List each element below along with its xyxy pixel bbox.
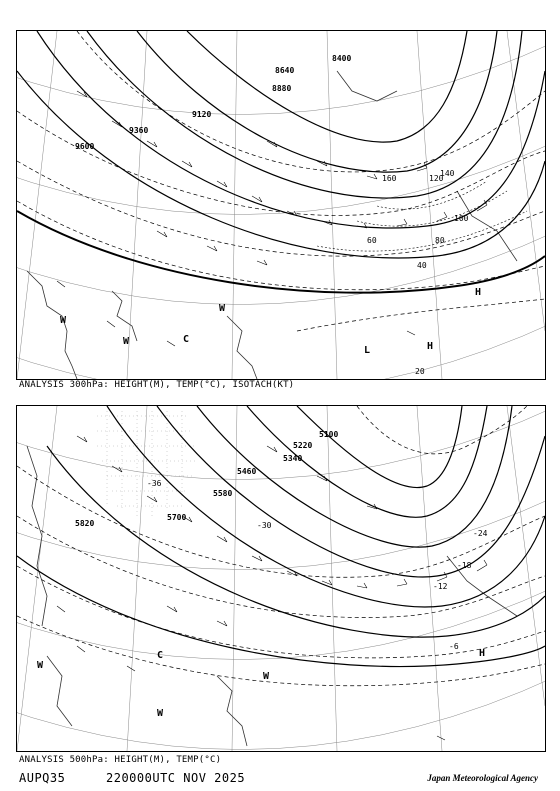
cold-shading (97, 411, 197, 516)
isotachs (317, 181, 527, 251)
cold-center: C (183, 334, 190, 345)
isotach-label: 20 (415, 367, 425, 376)
isotach-label: 120 (429, 174, 444, 183)
temp-label: -18 (457, 561, 472, 570)
temp-label: -36 (147, 479, 162, 488)
height-label: 5700 (167, 513, 187, 522)
warm-center: W (219, 303, 226, 314)
warm-center: W (157, 708, 164, 719)
map-300hpa (16, 30, 546, 380)
height-label: 9120 (192, 110, 212, 119)
high-center: H (475, 287, 482, 298)
pressure-center-group (37, 648, 485, 719)
height-label: 8640 (275, 66, 295, 75)
isotherms (17, 406, 545, 686)
warm-center: W (263, 671, 270, 682)
isotach-label: 100 (454, 214, 469, 223)
isotach-label: 80 (435, 236, 445, 245)
chart-code: AUPQ35 (19, 771, 66, 785)
height-label: 8400 (332, 54, 352, 63)
height-label: 5100 (319, 430, 339, 439)
height-label: 5580 (213, 489, 233, 498)
caption-500hpa: ANALYSIS 500hPa: HEIGHT(M), TEMP(°C) (19, 755, 222, 765)
height-label-group (75, 54, 351, 151)
height-label: 8880 (272, 84, 292, 93)
agency-name: Japan Meteorological Agency (427, 773, 538, 783)
height-label-group (75, 430, 338, 528)
pressure-center-group (60, 287, 481, 356)
cold-center: C (157, 650, 164, 661)
temp-label: -24 (473, 529, 488, 538)
isotach-label: 60 (367, 236, 377, 245)
caption-300hpa: ANALYSIS 300hPa: HEIGHT(M), TEMP(°C), ISOTACH(KT) (19, 380, 295, 390)
warm-center: W (60, 315, 67, 326)
isotach-label: 40 (417, 261, 427, 270)
high-center: H (427, 341, 434, 352)
temp-label: -6 (449, 642, 459, 651)
isotach-label: 140 (440, 169, 455, 178)
height-label: 9360 (129, 126, 149, 135)
graticule (17, 406, 545, 751)
map-500hpa (16, 405, 546, 752)
high-center: H (479, 648, 486, 659)
coastline (27, 446, 517, 746)
map-500hpa-canvas (17, 406, 545, 751)
height-label: 5220 (293, 441, 313, 450)
isotach-label: 160 (382, 174, 397, 183)
warm-center: W (123, 336, 130, 347)
height-label: 9600 (75, 142, 95, 151)
map-300hpa-canvas (17, 31, 545, 379)
height-label: 5460 (237, 467, 257, 476)
warm-center: W (37, 660, 44, 671)
isotach-label-group (367, 169, 469, 376)
valid-time: 220000UTC NOV 2025 (106, 771, 246, 785)
low-center: L (364, 345, 371, 356)
height-label: 5340 (283, 454, 303, 463)
temp-label: -30 (257, 521, 272, 530)
isotherms (17, 31, 545, 331)
height-contours (17, 406, 545, 667)
temp-label: -12 (433, 582, 448, 591)
coastline (27, 71, 517, 379)
height-label: 5820 (75, 519, 95, 528)
